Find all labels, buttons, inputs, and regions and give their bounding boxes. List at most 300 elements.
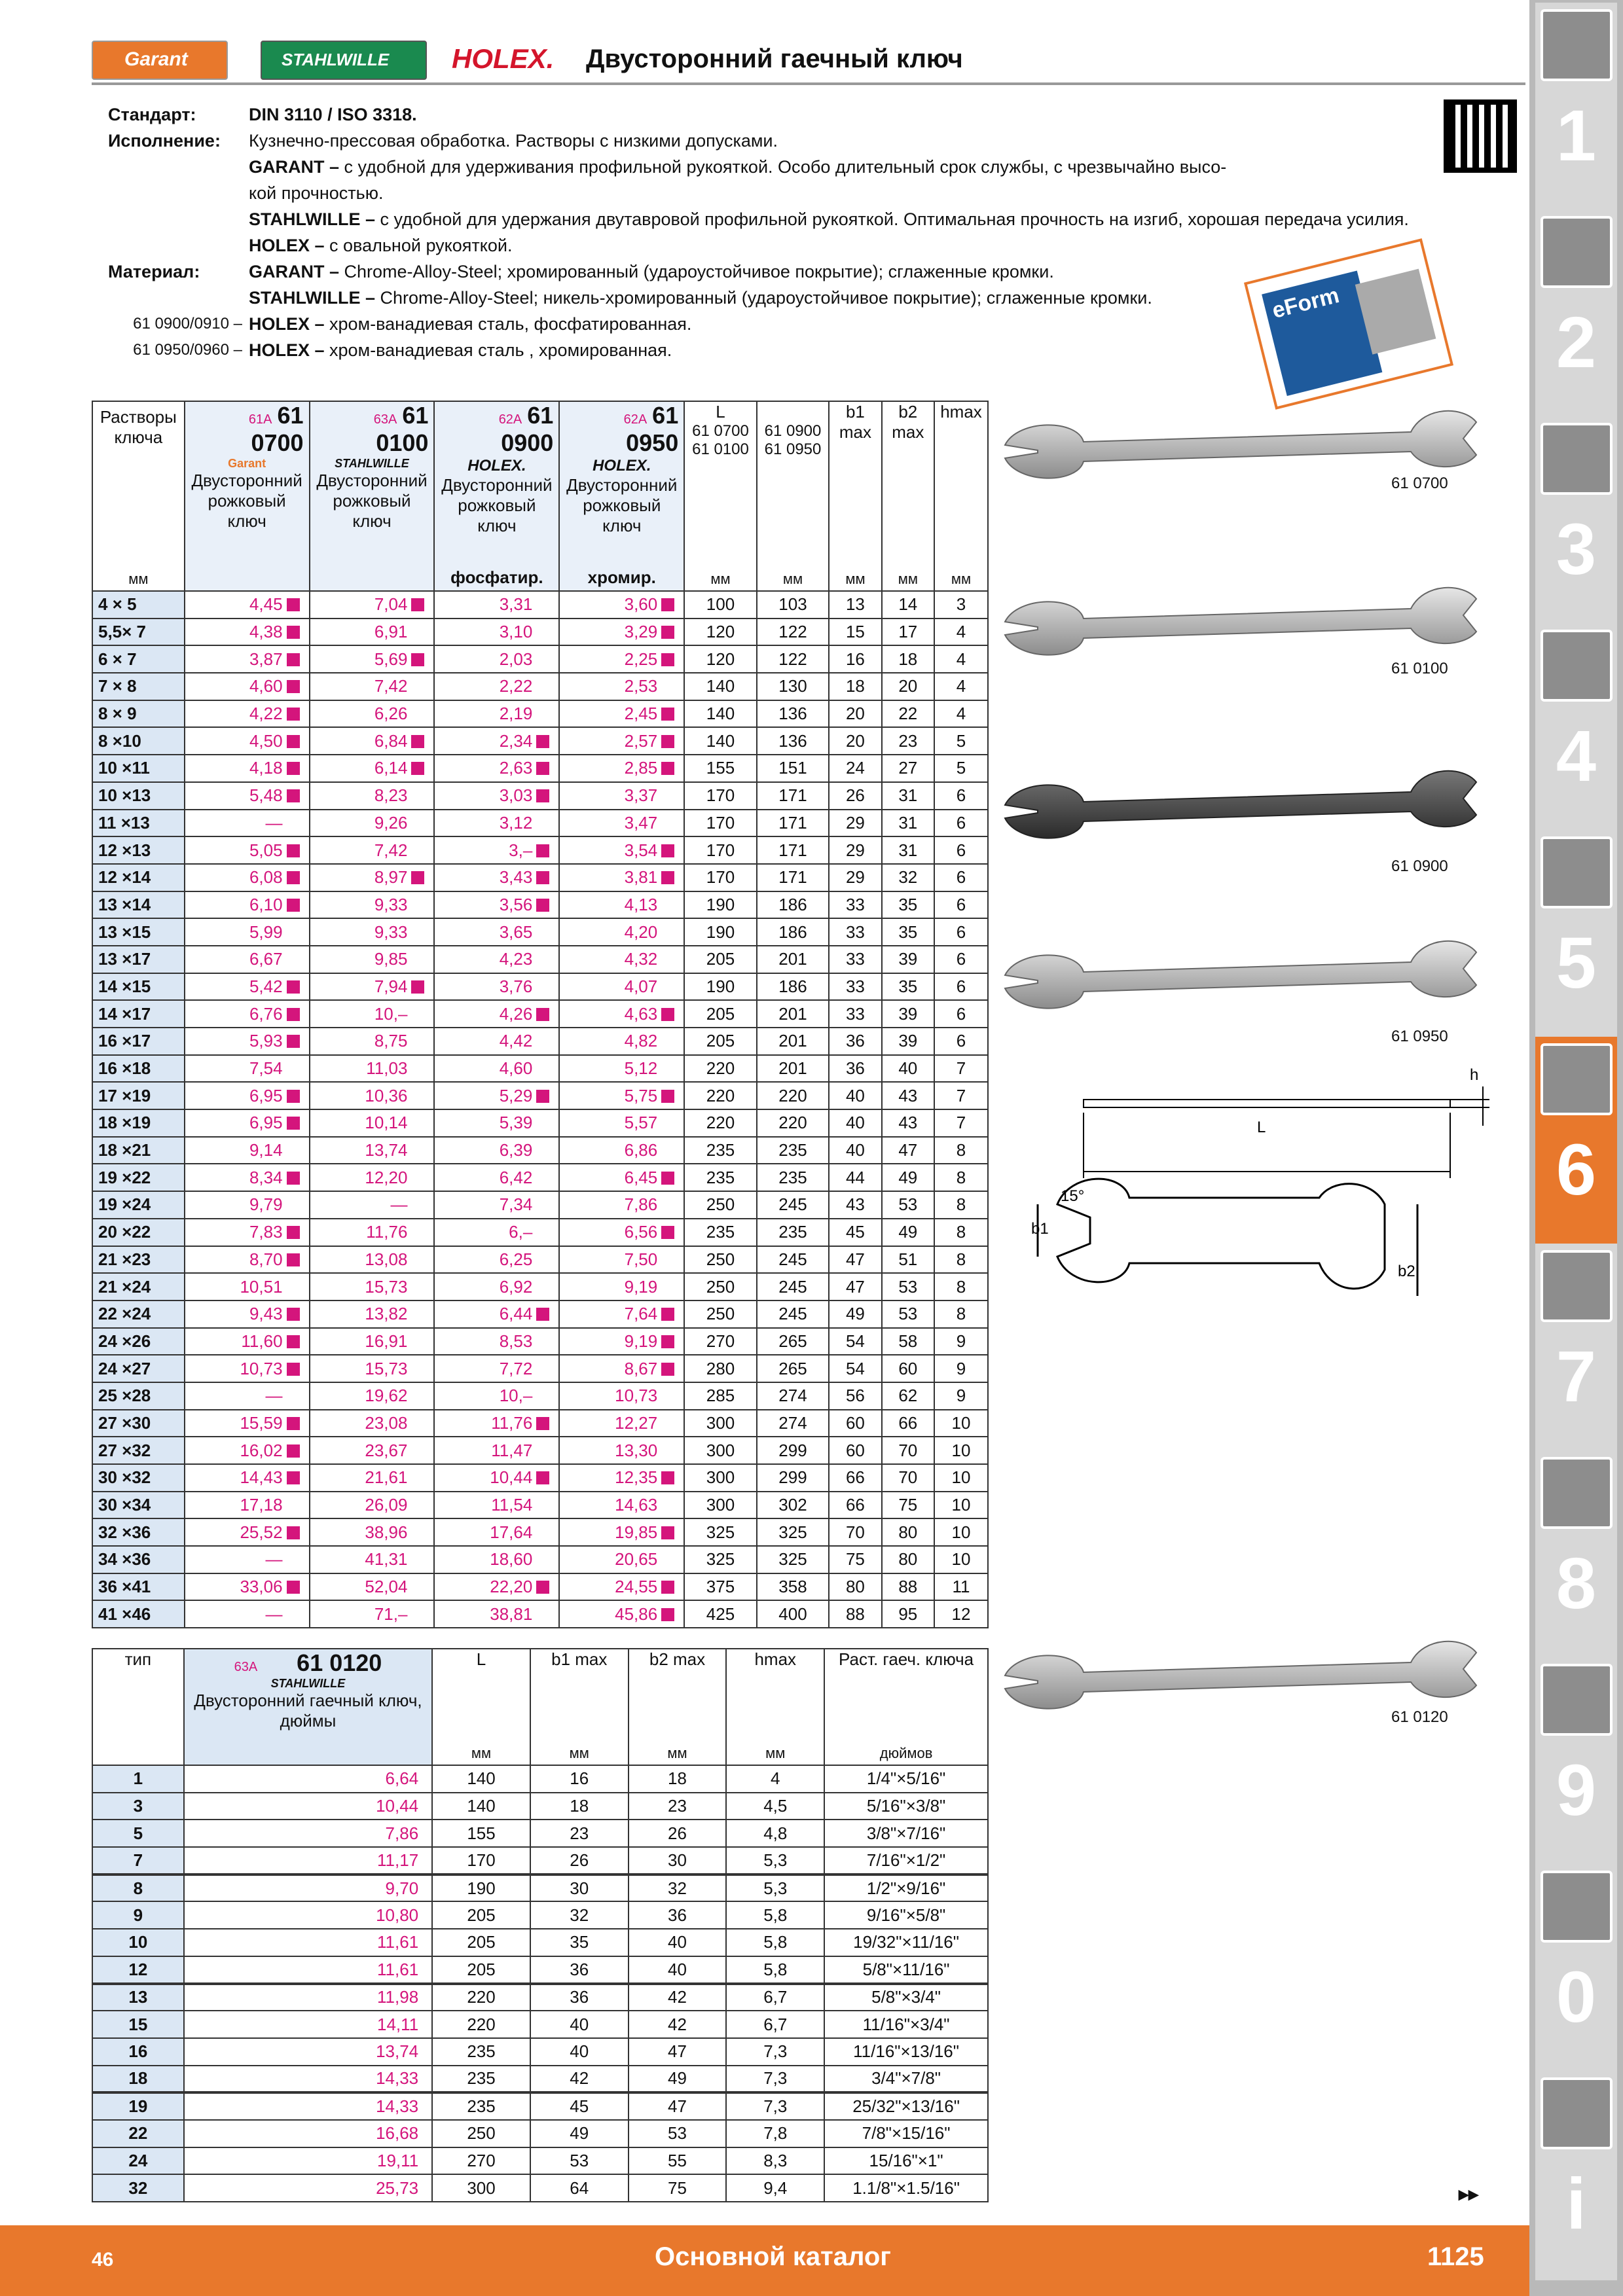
dimension-cell: 170 xyxy=(684,810,757,837)
price-cell: 3,87 xyxy=(185,645,310,673)
dimension-cell: 265 xyxy=(757,1355,830,1382)
stock-marker xyxy=(287,653,300,666)
dimension-cell: 88 xyxy=(829,1600,881,1628)
size-cell: 24 ×26 xyxy=(92,1328,185,1355)
top-view-diagram xyxy=(1038,1179,1417,1296)
page-number-right: 1125 xyxy=(1427,2242,1484,2271)
price-cell: 14,11 xyxy=(184,2011,432,2038)
dimension-cell: 205 xyxy=(684,1028,757,1055)
table-row xyxy=(92,1000,988,1028)
dimension-cell: 18 xyxy=(882,645,934,673)
price-cell: 15,59 xyxy=(185,1410,310,1437)
size-cell: 14 ×15 xyxy=(92,973,185,1001)
dimension-cell: 235 xyxy=(684,1137,757,1164)
stock-marker xyxy=(287,1117,300,1130)
chapter-number: 1 xyxy=(1556,96,1597,176)
price-cell: — xyxy=(185,1382,310,1410)
col-header-b1: b1 max мм xyxy=(829,401,881,591)
size-cell: 24 ×27 xyxy=(92,1355,185,1382)
price-cell: 6,84 xyxy=(310,727,435,755)
price-cell: 11,61 xyxy=(184,1956,432,1984)
dimension-cell: 40 xyxy=(629,1929,727,1956)
dimension-cell: 140 xyxy=(684,727,757,755)
dimension-cell: 16 xyxy=(829,645,881,673)
dimension-cell: 31 xyxy=(882,782,934,810)
dimension-cell: 32 xyxy=(530,1901,629,1929)
chapter-icon xyxy=(1541,630,1613,702)
size-cell: 19 ×24 xyxy=(92,1191,185,1219)
dimension-cell: 40 xyxy=(829,1137,881,1164)
dimension-cell: 7,8 xyxy=(726,2120,824,2147)
dimension-cell: 155 xyxy=(684,755,757,782)
type-cell: 12 xyxy=(92,1956,184,1984)
stock-marker xyxy=(287,871,300,884)
price-cell: 11,60 xyxy=(185,1328,310,1355)
type-cell: 3 xyxy=(92,1793,184,1820)
side-view-diagram xyxy=(1084,1086,1489,1178)
price-cell: 2,03 xyxy=(434,645,559,673)
size-cell: 22 ×24 xyxy=(92,1300,185,1328)
dimension-cell: 190 xyxy=(432,1874,530,1902)
price-cell: 10,– xyxy=(434,1382,559,1410)
price-cell: 12,20 xyxy=(310,1164,435,1191)
dimension-cell: 4 xyxy=(934,673,988,700)
chapter-tab-info[interactable] xyxy=(1535,2071,1617,2280)
wrench-table-inch xyxy=(92,1648,989,2202)
chapter-icon xyxy=(1541,216,1613,288)
stock-marker xyxy=(411,871,424,884)
table-row xyxy=(92,836,988,864)
table-row xyxy=(92,1300,988,1328)
stock-marker xyxy=(536,871,549,884)
dimension-cell: 33 xyxy=(829,1000,881,1028)
price-cell: 38,96 xyxy=(310,1518,435,1546)
dimension-cell: 122 xyxy=(757,619,830,646)
dimension-cell: 5 xyxy=(934,755,988,782)
stock-marker xyxy=(661,1308,674,1321)
price-cell: 45,86 xyxy=(559,1600,684,1628)
next-page-arrow[interactable]: ▸▸ xyxy=(1459,2183,1479,2205)
stock-marker xyxy=(287,899,300,912)
dimension-cell: 75 xyxy=(629,2174,727,2202)
stock-marker xyxy=(287,1581,300,1594)
chapter-tab-8[interactable] xyxy=(1535,1450,1617,1660)
dimension-cell: 171 xyxy=(757,836,830,864)
dimension-cell: 8 xyxy=(934,1137,988,1164)
dimension-cell: 300 xyxy=(432,2174,530,2202)
size-cell: 30 ×34 xyxy=(92,1492,185,1519)
stock-marker xyxy=(287,1172,300,1185)
dimension-cell: 6 xyxy=(934,1000,988,1028)
price-cell: 5,93 xyxy=(185,1028,310,1055)
stock-marker xyxy=(661,708,674,721)
price-cell: 18,60 xyxy=(434,1546,559,1573)
price-cell: 52,04 xyxy=(310,1573,435,1601)
dimension-cell: 400 xyxy=(757,1600,830,1628)
table-row xyxy=(92,891,988,919)
chapter-icon xyxy=(1541,1250,1613,1322)
footer-title: Основной каталог xyxy=(655,2242,891,2271)
price-cell: 9,19 xyxy=(559,1328,684,1355)
dimension-cell: 140 xyxy=(684,673,757,700)
price-cell: 6,67 xyxy=(185,946,310,973)
stock-marker xyxy=(661,1090,674,1103)
dimension-cell: 49 xyxy=(829,1300,881,1328)
price-cell: 4,50 xyxy=(185,727,310,755)
stock-marker xyxy=(661,1363,674,1376)
stock-marker xyxy=(661,1335,674,1348)
dimension-cell: 7,3 xyxy=(726,2066,824,2093)
dimension-cell: 136 xyxy=(757,727,830,755)
dimension-cell: 9 xyxy=(934,1382,988,1410)
table-row xyxy=(92,810,988,837)
price-cell: 7,42 xyxy=(310,836,435,864)
price-cell: 13,82 xyxy=(310,1300,435,1328)
dimension-cell: 6 xyxy=(934,891,988,919)
dimension-cell: 30 xyxy=(530,1874,629,1902)
price-cell: 8,23 xyxy=(310,782,435,810)
chapter-tab-4[interactable] xyxy=(1535,623,1617,833)
table-row xyxy=(92,1546,988,1573)
price-cell: 10,14 xyxy=(310,1109,435,1137)
price-cell: 11,98 xyxy=(184,1984,432,2011)
price-cell: 5,48 xyxy=(185,782,310,810)
chapter-tab-7[interactable] xyxy=(1535,1244,1617,1453)
price-cell: 11,17 xyxy=(184,1847,432,1874)
stock-marker xyxy=(287,1335,300,1348)
chapter-icon xyxy=(1541,836,1613,908)
price-cell: 6,10 xyxy=(185,891,310,919)
chapter-tab-9[interactable] xyxy=(1535,1657,1617,1867)
dimension-cell: 42 xyxy=(629,1984,727,2011)
price-cell: 4,63 xyxy=(559,1000,684,1028)
dimension-cell: 23 xyxy=(629,1793,727,1820)
price-cell: 5,57 xyxy=(559,1109,684,1137)
table-row xyxy=(92,2038,988,2066)
dimension-cell: 36 xyxy=(829,1028,881,1055)
type-cell: 16 xyxy=(92,2038,184,2066)
stock-marker xyxy=(287,735,300,748)
price-cell: 6,95 xyxy=(185,1109,310,1137)
price-cell: 8,97 xyxy=(310,864,435,891)
dimension-cell: 265 xyxy=(757,1328,830,1355)
stock-marker xyxy=(536,1471,549,1484)
table-row xyxy=(92,2092,988,2120)
type-cell: 24 xyxy=(92,2147,184,2175)
price-cell: 14,43 xyxy=(185,1464,310,1492)
dimension-cell: 53 xyxy=(882,1300,934,1328)
table-row xyxy=(92,673,988,700)
stock-marker xyxy=(411,653,424,666)
size-cell: 6 × 7 xyxy=(92,645,185,673)
dimension-cell: 5/8"×11/16" xyxy=(824,1956,988,1984)
dimension-cell: 32 xyxy=(882,864,934,891)
price-cell: 13,08 xyxy=(310,1246,435,1274)
price-cell: 23,08 xyxy=(310,1410,435,1437)
price-cell: 15,73 xyxy=(310,1355,435,1382)
table-row xyxy=(92,1355,988,1382)
dimension-cell: 42 xyxy=(629,2011,727,2038)
price-cell: 2,45 xyxy=(559,700,684,728)
price-cell: 10,73 xyxy=(185,1355,310,1382)
price-cell: 10,73 xyxy=(559,1382,684,1410)
dimension-cell: 358 xyxy=(757,1573,830,1601)
dimension-cell: 220 xyxy=(684,1082,757,1109)
chapter-tab-6[interactable] xyxy=(1535,1037,1617,1246)
dimension-cell: 6 xyxy=(934,864,988,891)
dimension-cell: 235 xyxy=(757,1164,830,1191)
type-cell: 19 xyxy=(92,2092,184,2120)
price-cell: 16,68 xyxy=(184,2120,432,2147)
dimension-cell: 122 xyxy=(757,645,830,673)
price-cell: 7,94 xyxy=(310,973,435,1001)
dimension-cell: 100 xyxy=(684,591,757,619)
dimension-cell: 70 xyxy=(829,1518,881,1546)
dimension-cell: 325 xyxy=(757,1546,830,1573)
chapter-tab-0[interactable] xyxy=(1535,1864,1617,2073)
dimension-cell: 250 xyxy=(684,1191,757,1219)
price-cell: — xyxy=(185,1600,310,1628)
stock-marker xyxy=(287,1471,300,1484)
price-cell: 20,65 xyxy=(559,1546,684,1573)
price-cell: 17,18 xyxy=(185,1492,310,1519)
dimension-cell: 53 xyxy=(882,1191,934,1219)
page-title: Двусторонний гаечный ключ xyxy=(586,45,963,73)
price-cell: 71,– xyxy=(310,1600,435,1628)
stock-marker xyxy=(287,708,300,721)
price-cell: 12,27 xyxy=(559,1410,684,1437)
table-row xyxy=(92,1328,988,1355)
chapter-tab-3[interactable] xyxy=(1535,416,1617,626)
price-cell: 11,76 xyxy=(434,1410,559,1437)
dimension-cell: 53 xyxy=(629,2120,727,2147)
dimension-cell: 250 xyxy=(684,1246,757,1274)
price-cell: 8,70 xyxy=(185,1246,310,1274)
size-cell: 41 ×46 xyxy=(92,1600,185,1628)
dimension-cell: 325 xyxy=(757,1518,830,1546)
price-cell: 6,42 xyxy=(434,1164,559,1191)
price-cell: — xyxy=(310,1191,435,1219)
price-cell: 3,54 xyxy=(559,836,684,864)
dimension-cell: 299 xyxy=(757,1464,830,1492)
chapter-tab-1[interactable] xyxy=(1535,3,1617,212)
price-cell: 11,54 xyxy=(434,1492,559,1519)
size-cell: 7 × 8 xyxy=(92,673,185,700)
wrench-illustrations xyxy=(992,393,1516,1767)
table-row xyxy=(92,918,988,946)
dimension-cell: 8 xyxy=(934,1191,988,1219)
price-cell: 7,34 xyxy=(434,1191,559,1219)
dimension-cell: 245 xyxy=(757,1300,830,1328)
price-cell: 6,86 xyxy=(559,1137,684,1164)
price-cell: — xyxy=(185,810,310,837)
table-row xyxy=(92,619,988,646)
table-row xyxy=(92,2147,988,2175)
dimension-cell: 140 xyxy=(684,700,757,728)
dimension-cell: 40 xyxy=(629,1956,727,1984)
dimension-cell: 70 xyxy=(882,1464,934,1492)
stock-marker xyxy=(661,735,674,748)
dimension-cell: 23 xyxy=(530,1820,629,1847)
stock-marker xyxy=(287,980,300,994)
dimension-cell: 120 xyxy=(684,619,757,646)
dimension-cell: 120 xyxy=(684,645,757,673)
dimension-cell: 75 xyxy=(829,1546,881,1573)
price-cell: 4,38 xyxy=(185,619,310,646)
dimension-cell: 40 xyxy=(882,1055,934,1083)
price-cell: 4,26 xyxy=(434,1000,559,1028)
dimension-cell: 245 xyxy=(757,1273,830,1300)
chapter-icon xyxy=(1541,423,1613,495)
info-block: Стандарт: DIN 3110 / ISO 3318. Исполнение: Кузнечно-прессовая обработка. Растворы с низкими допусками. GARANT – с удобной для удерживания профильной рукояткой. Особо длительный срок службы, с чрезвычайно высо- кой прочностью. STAHLWILLE – с удобной для удержания двутавровой профильной рукояткой. Оптимальная прочность на изгиб, хорошая передача усилия. HOLEX – с овальной рукояткой. Материал: GARANT – Chrome-Alloy-Steel; хромированный (удароустойчивое покрытие); сглаженные кромки. STAHLWILLE – Chrome-Alloy-Steel; никель-хромированный (удароустойчивое покрытие); сглаженные кромки. 61 0900/0910 – HOLEX – хром-ванадиевая сталь, фосфатированная. 61 0950/0960 – HOLEX – хром-ванадиевая сталь , хромированная. xyxy=(108,105,1409,360)
dimension-cell: 8 xyxy=(934,1246,988,1274)
dimension-cell: 103 xyxy=(757,591,830,619)
dimension-cell: 9 xyxy=(934,1328,988,1355)
price-cell: 7,54 xyxy=(185,1055,310,1083)
dimension-cell: 1/2"×9/16" xyxy=(824,1874,988,1902)
dimension-cell: 10 xyxy=(934,1546,988,1573)
dimension-cell: 1.1/8"×1.5/16" xyxy=(824,2174,988,2202)
table-row xyxy=(92,1191,988,1219)
stock-marker xyxy=(411,762,424,775)
dimension-cell: 18 xyxy=(629,1765,727,1793)
price-cell: 9,19 xyxy=(559,1273,684,1300)
dimension-cell: 186 xyxy=(757,891,830,919)
price-cell: 3,47 xyxy=(559,810,684,837)
chapter-tab-5[interactable] xyxy=(1535,830,1617,1039)
table-row xyxy=(92,1410,988,1437)
table-row xyxy=(92,755,988,782)
wrench-610100-image xyxy=(1005,588,1476,655)
dimension-cell: 56 xyxy=(829,1382,881,1410)
price-cell: 6,25 xyxy=(434,1246,559,1274)
price-cell: 3,65 xyxy=(434,918,559,946)
dimension-cell: 35 xyxy=(882,891,934,919)
wrench-table-metric xyxy=(92,401,989,1628)
dimension-cell: 8 xyxy=(934,1164,988,1191)
table-row xyxy=(92,1847,988,1874)
stock-marker xyxy=(287,1008,300,1021)
dimension-cell: 130 xyxy=(757,673,830,700)
size-cell: 30 ×32 xyxy=(92,1464,185,1492)
stock-marker xyxy=(287,1226,300,1239)
price-cell: 9,79 xyxy=(185,1191,310,1219)
price-cell: 23,67 xyxy=(310,1437,435,1464)
col-header-610100: 63A 61 0100 STAHLWILLE Двусторонний рожковый ключ xyxy=(310,401,435,591)
dimension-cell: 95 xyxy=(882,1600,934,1628)
dimension-cell: 245 xyxy=(757,1246,830,1274)
dimension-cell: 171 xyxy=(757,810,830,837)
dimension-cell: 140 xyxy=(432,1793,530,1820)
qr-code[interactable] xyxy=(1444,99,1517,173)
dimension-cell: 235 xyxy=(757,1137,830,1164)
col-header-b2: b2 max мм xyxy=(882,401,934,591)
dimension-cell: 60 xyxy=(829,1437,881,1464)
dimension-cell: 80 xyxy=(882,1518,934,1546)
chapter-number: i xyxy=(1566,2164,1586,2244)
dimension-cell: 8 xyxy=(934,1219,988,1246)
price-cell: 26,09 xyxy=(310,1492,435,1519)
size-cell: 18 ×21 xyxy=(92,1137,185,1164)
stock-marker xyxy=(287,1526,300,1539)
chapter-icon xyxy=(1541,9,1613,81)
price-cell: 22,20 xyxy=(434,1573,559,1601)
dimension-cell: 245 xyxy=(757,1191,830,1219)
dimension-cell: 7,3 xyxy=(726,2092,824,2120)
dimension-cell: 250 xyxy=(432,2120,530,2147)
price-cell: 9,33 xyxy=(310,918,435,946)
stahlwille-logo: STAHLWILLE xyxy=(261,41,427,80)
table-row xyxy=(92,1082,988,1109)
chapter-tab-2[interactable] xyxy=(1535,209,1617,419)
type-cell: 15 xyxy=(92,2011,184,2038)
table-row xyxy=(92,1464,988,1492)
stock-marker xyxy=(287,789,300,802)
dimension-cell: 205 xyxy=(432,1929,530,1956)
price-cell: 4,42 xyxy=(434,1028,559,1055)
dimension-cell: 9,4 xyxy=(726,2174,824,2202)
dimension-cell: 40 xyxy=(530,2011,629,2038)
price-cell: 6,56 xyxy=(559,1219,684,1246)
stock-marker xyxy=(536,1581,549,1594)
dimension-cell: 235 xyxy=(432,2038,530,2066)
col-header-b2: b2 max мм xyxy=(629,1649,727,1765)
dimension-cell: 10 xyxy=(934,1518,988,1546)
price-cell: 11,03 xyxy=(310,1055,435,1083)
price-cell: 2,22 xyxy=(434,673,559,700)
dimension-cell: 6 xyxy=(934,810,988,837)
chapter-icon xyxy=(1541,1871,1613,1943)
eform-badge[interactable]: eForm xyxy=(1244,238,1453,410)
dim-L: L xyxy=(1257,1119,1266,1136)
stock-marker xyxy=(287,1308,300,1321)
price-cell: 7,86 xyxy=(184,1820,432,1847)
stock-marker xyxy=(536,789,549,802)
price-cell: 4,20 xyxy=(559,918,684,946)
price-cell: 4,13 xyxy=(559,891,684,919)
price-cell: 7,50 xyxy=(559,1246,684,1274)
price-cell: 2,85 xyxy=(559,755,684,782)
dimension-cell: 31 xyxy=(882,810,934,837)
dimension-cell: 270 xyxy=(432,2147,530,2175)
dimension-cell: 9/16"×5/8" xyxy=(824,1901,988,1929)
price-cell: 14,33 xyxy=(184,2092,432,2120)
dimension-cell: 53 xyxy=(530,2147,629,2175)
stock-marker xyxy=(536,899,549,912)
dimension-cell: 43 xyxy=(882,1109,934,1137)
dimension-cell: 3/8"×7/16" xyxy=(824,1820,988,1847)
table-row xyxy=(92,2174,988,2202)
price-cell: 3,43 xyxy=(434,864,559,891)
price-cell: 17,64 xyxy=(434,1518,559,1546)
price-cell: 7,72 xyxy=(434,1355,559,1382)
dimension-cell: 5/8"×3/4" xyxy=(824,1984,988,2011)
price-cell: 6,45 xyxy=(559,1164,684,1191)
dimension-cell: 42 xyxy=(530,2066,629,2093)
dimension-cell: 39 xyxy=(882,946,934,973)
table-row xyxy=(92,1573,988,1601)
dimension-cell: 6 xyxy=(934,946,988,973)
dimension-cell: 375 xyxy=(684,1573,757,1601)
price-cell: 13,30 xyxy=(559,1437,684,1464)
price-cell: 12,35 xyxy=(559,1464,684,1492)
dimension-cell: 5,3 xyxy=(726,1847,824,1874)
table-row xyxy=(92,1028,988,1055)
table-row xyxy=(92,2066,988,2093)
price-cell: 9,26 xyxy=(310,810,435,837)
dimension-cell: 47 xyxy=(829,1273,881,1300)
table-row xyxy=(92,1793,988,1820)
